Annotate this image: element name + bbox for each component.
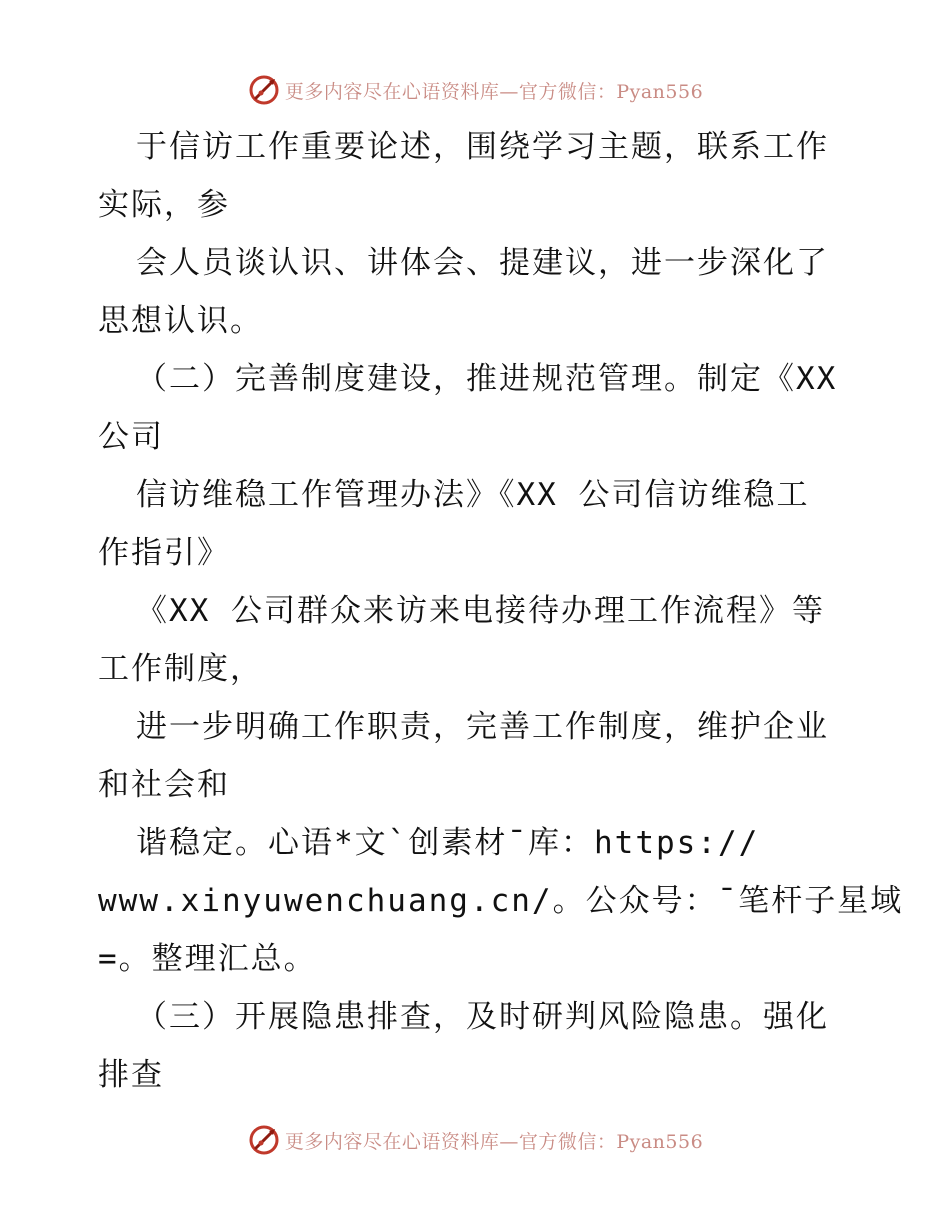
text-line: 排查: [98, 1057, 164, 1093]
text-line: 信访维稳工作管理办法》《XX 公司信访维稳工: [136, 477, 810, 513]
text-line: 实际，参: [98, 187, 230, 223]
text-line: 和社会和: [98, 767, 230, 803]
text-line: =。整理汇总。: [98, 941, 317, 977]
text-line: 进一步明确工作职责，完善工作制度，维护企业: [136, 709, 829, 745]
section-heading-line: （二）完善制度建设，推进规范管理。制定《XX: [136, 361, 838, 397]
footer-watermark: [0, 1120, 950, 1160]
section-heading-line: （三）开展隐患排查，及时研判风险隐患。强化: [136, 999, 829, 1035]
text-line: 会人员谈认识、讲体会、提建议，进一步深化了: [136, 245, 829, 281]
text-line: 思想认识。: [98, 303, 263, 339]
pen-in-circle-logo-icon: [247, 1123, 281, 1157]
pen-in-circle-logo-icon: [247, 73, 281, 107]
text-line: 公司: [98, 419, 164, 455]
watermark-text: 更多内容尽在心语资料库—官方微信：Pyan556: [284, 1130, 704, 1153]
header-watermark: [0, 70, 950, 110]
text-line: www.xinyuwenchuang.cn/。公众号：¯笔杆子星域: [98, 883, 904, 919]
text-line: 谐稳定。心语*文`创素材¯库：https://: [136, 825, 760, 861]
text-line: 工作制度，: [98, 651, 263, 687]
watermark-text: 更多内容尽在心语资料库—官方微信：Pyan556: [284, 80, 704, 103]
text-line: 于信访工作重要论述，围绕学习主题，联系工作: [136, 129, 829, 165]
text-line: 《XX 公司群众来访来电接待办理工作流程》等: [136, 593, 825, 629]
document-body: [98, 118, 904, 1104]
text-line: 作指引》: [98, 535, 230, 571]
